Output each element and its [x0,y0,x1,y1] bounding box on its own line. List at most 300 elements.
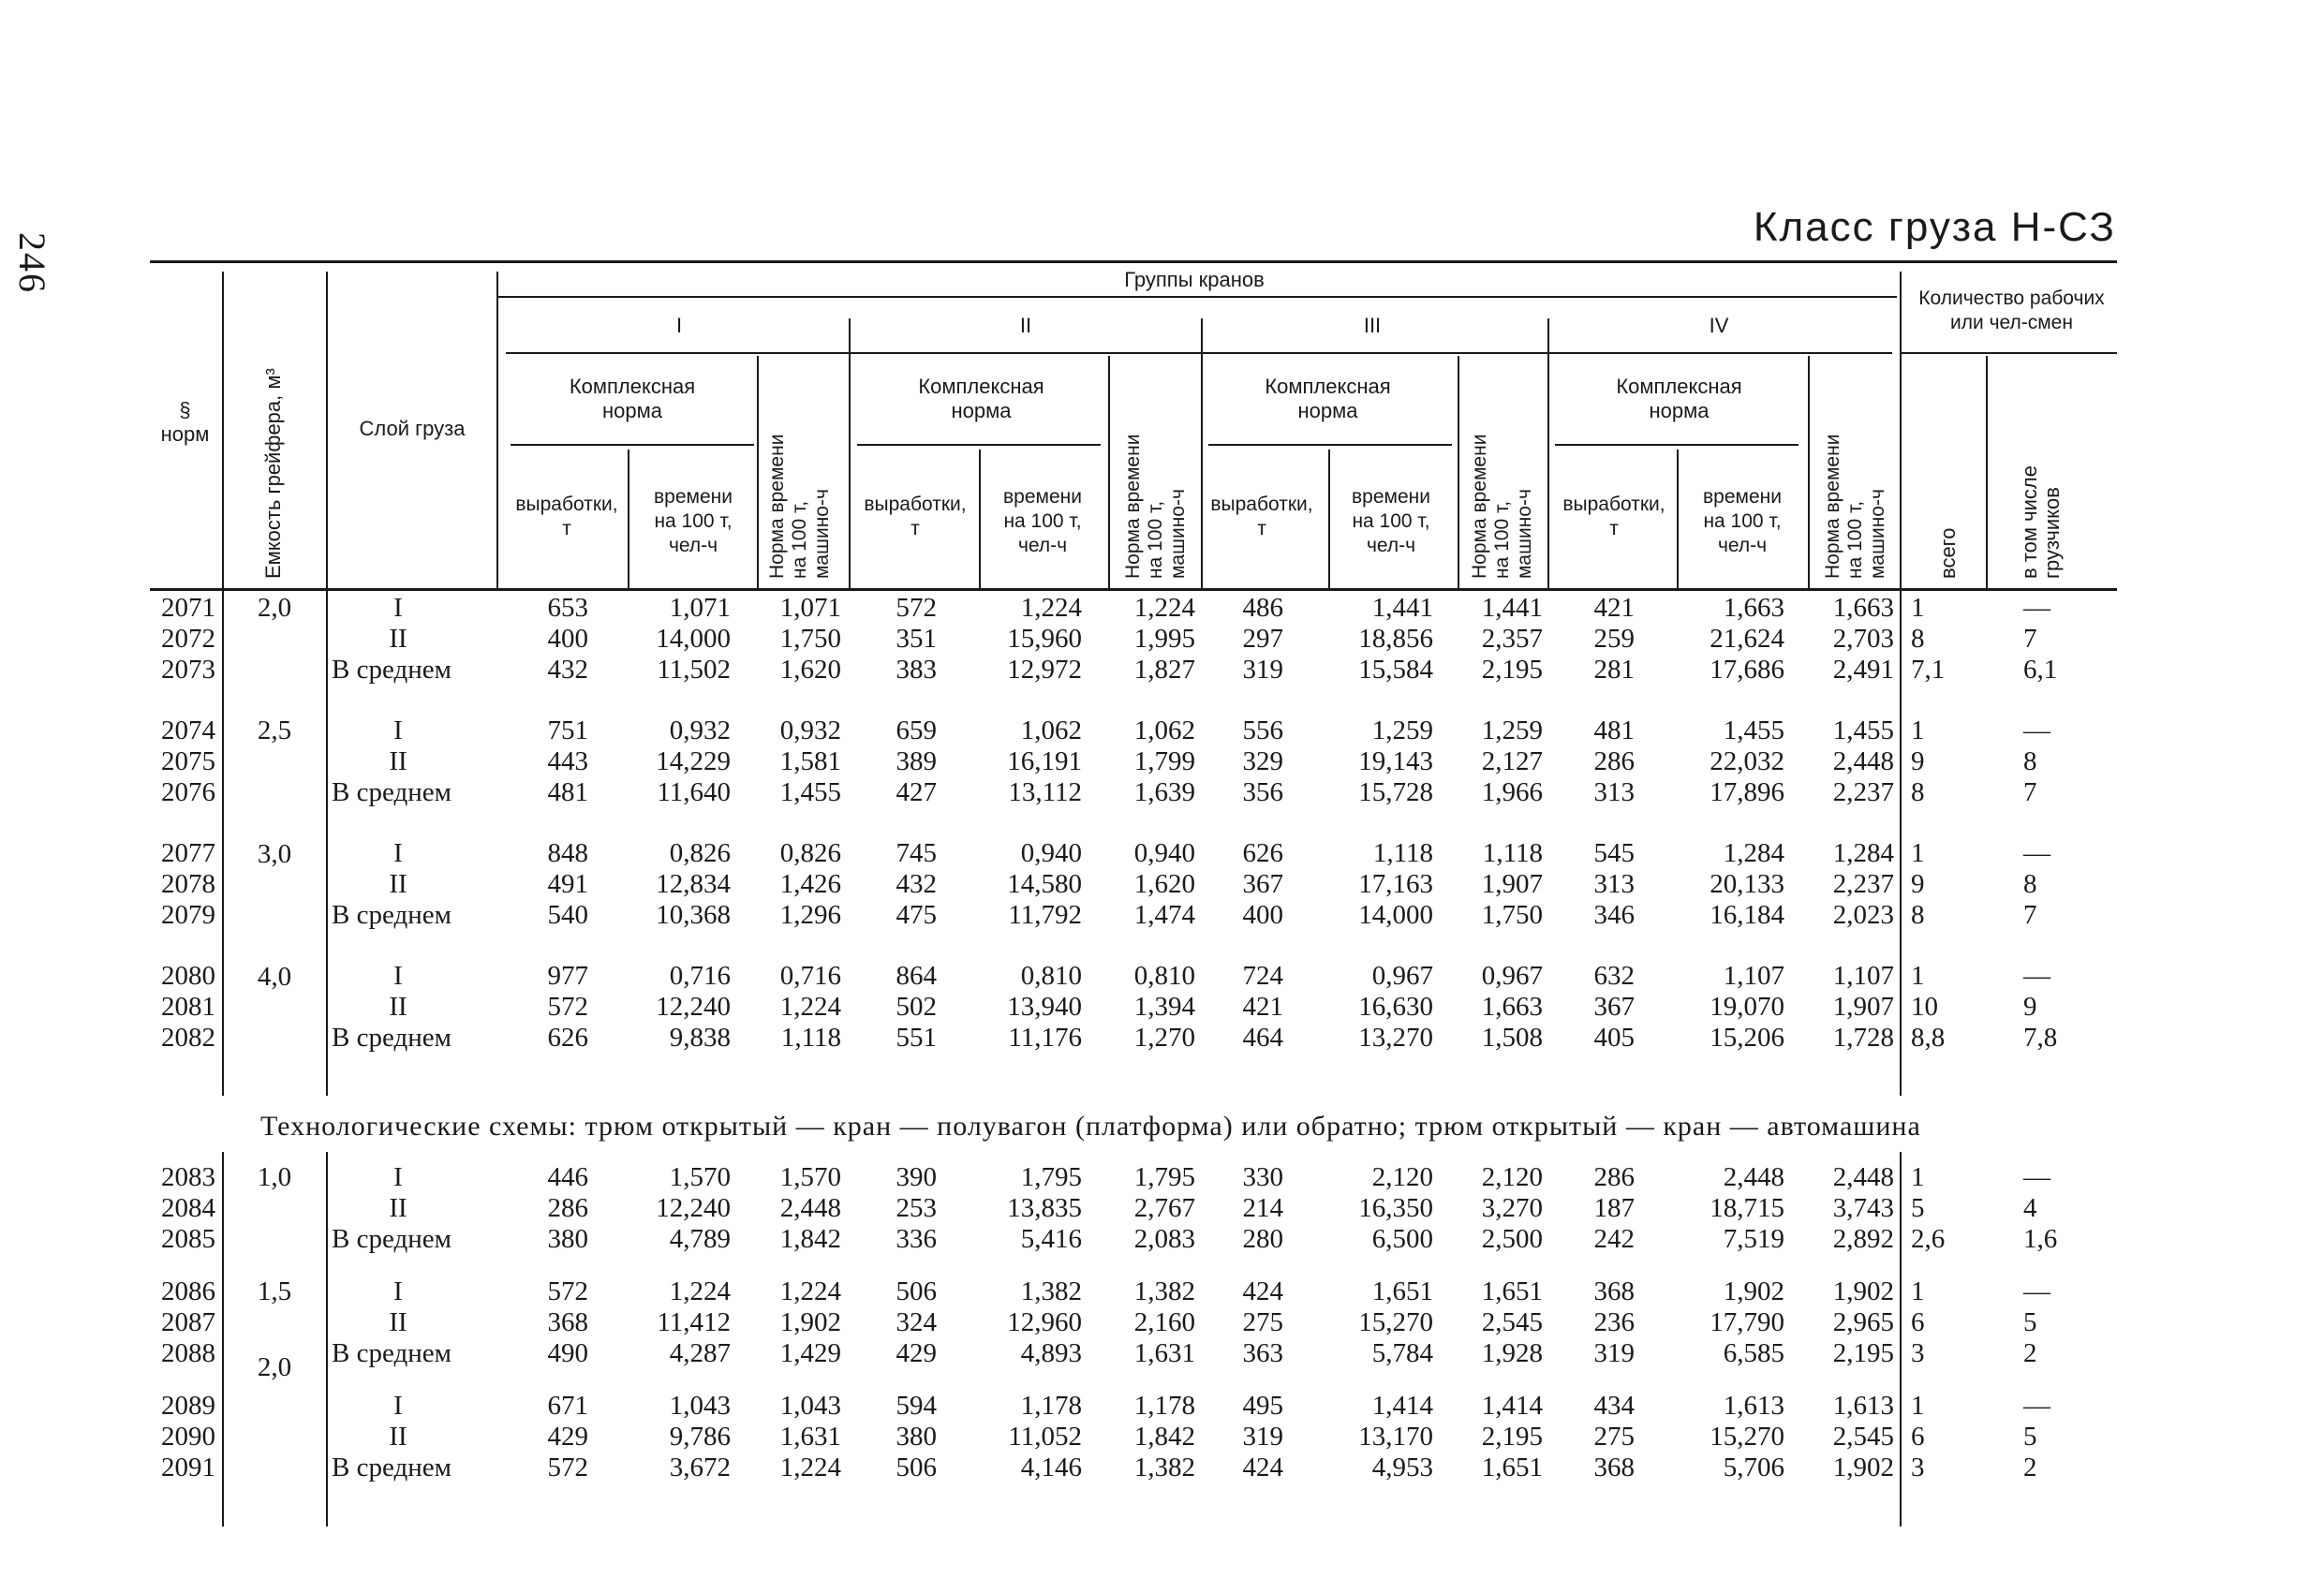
workers-total: 3 [1911,1338,1925,1368]
value-cell: 1,663 [1481,992,1543,1022]
workers-total: 6 [1911,1307,1925,1337]
norm-number: 2087 [161,1307,215,1337]
value-cell: 1,224 [669,1276,731,1306]
cargo-layer: В среднем [332,1224,451,1254]
workers-loaders: 1,6 [2023,1224,2058,1254]
value-cell: 1,651 [1481,1453,1543,1482]
value-cell: 2,357 [1481,624,1543,654]
value-cell: 16,350 [1358,1193,1433,1223]
value-cell: 2,448 [1832,1162,1894,1192]
table-row [0,715,2324,746]
workers-loaders: — [2023,1391,2050,1421]
workers-loaders: — [2023,715,2050,745]
value-cell: 0,967 [1371,961,1433,991]
cargo-layer: II [389,869,407,899]
value-cell: 429 [896,1338,937,1368]
cargo-layer: I [393,1162,403,1192]
workers-total: 1 [1911,1391,1925,1421]
value-cell: 1,224 [1133,593,1195,623]
value-cell: 424 [1242,1276,1283,1306]
col-layer-header: Слой груза [359,417,466,440]
workers-total: 1 [1911,593,1925,623]
table-row [0,776,2324,808]
value-cell: 1,827 [1133,655,1195,685]
value-cell: 1,620 [1133,869,1195,899]
workers-loaders: — [2023,593,2050,623]
value-cell: 319 [1242,1422,1283,1452]
vrule-8 [1108,356,1110,590]
norm-number: 2089 [161,1391,215,1421]
value-cell: 5,784 [1371,1338,1433,1368]
value-cell: 1,639 [1133,777,1195,807]
cargo-layer: В среднем [332,655,451,685]
value-cell: 11,502 [657,655,731,685]
value-cell: 253 [896,1193,937,1223]
value-cell: 1,907 [1832,992,1894,1022]
value-cell: 1,455 [779,777,841,807]
value-cell: 1,394 [1133,992,1195,1022]
norm-number: 2073 [161,655,215,685]
value-cell: 491 [547,869,588,899]
value-cell: 1,570 [779,1162,841,1192]
vrule-13 [1677,450,1679,590]
value-cell: 0,940 [1133,838,1195,868]
value-cell: 443 [547,746,588,776]
cargo-layer: I [393,593,403,623]
value-cell: 319 [1593,1338,1635,1368]
workers-total: 3 [1911,1453,1925,1482]
value-cell: 6,585 [1723,1338,1784,1368]
value-cell: 367 [1242,869,1283,899]
value-cell: 1,043 [779,1391,841,1421]
workers-total: 1 [1911,1162,1925,1192]
value-cell: 281 [1593,655,1635,685]
value-cell: 1,902 [1832,1276,1894,1306]
value-cell: 16,191 [1007,746,1082,776]
value-cell: 19,070 [1710,992,1784,1022]
output-header-iv: выработки, т [1562,494,1665,539]
value-cell: 0,810 [1020,961,1082,991]
table-row [0,745,2324,777]
value-cell: 1,651 [1481,1276,1543,1306]
table-row [0,1022,2324,1054]
value-cell: 0,932 [669,715,731,745]
value-cell: 17,686 [1710,655,1784,685]
value-cell: 1,259 [1481,715,1543,745]
norm-number: 2071 [161,593,215,623]
value-cell: 12,972 [1007,655,1082,685]
value-cell: 2,491 [1832,655,1894,685]
value-cell: 3,672 [669,1453,731,1482]
value-cell: 400 [1242,900,1283,930]
value-cell: 2,023 [1832,900,1894,930]
workers-total: 1 [1911,715,1925,745]
complex-norm-iv: Комплексная норма [1616,375,1742,422]
vrule-5 [757,356,759,590]
value-cell: 2,448 [1832,746,1894,776]
value-cell: 236 [1593,1307,1635,1337]
value-cell: 481 [1593,715,1635,745]
value-cell: 1,382 [1133,1453,1195,1482]
value-cell: 4,287 [669,1338,731,1368]
time-header-iii: времени на 100 т, чел-ч [1352,486,1430,556]
norm-number: 2079 [161,900,215,930]
value-cell: 18,715 [1710,1193,1784,1223]
value-cell: 286 [1593,746,1635,776]
value-cell: 10,368 [656,900,731,930]
workers-total: 7,1 [1911,655,1946,685]
workers-loaders: 7 [2023,777,2037,807]
value-cell: 1,631 [779,1422,841,1452]
value-cell: 14,000 [656,624,731,654]
cargo-layer: II [389,1422,407,1452]
value-cell: 14,580 [1007,869,1082,899]
value-cell: 280 [1242,1224,1283,1254]
table-row [0,592,2324,624]
value-cell: 1,107 [1832,961,1894,991]
value-cell: 1,429 [779,1338,841,1368]
value-cell: 2,965 [1832,1307,1894,1337]
value-cell: 751 [547,715,588,745]
value-cell: 297 [1242,624,1283,654]
value-cell: 15,960 [1007,624,1082,654]
value-cell: 9,786 [669,1422,731,1452]
value-cell: 540 [547,900,588,930]
value-cell: 977 [547,961,588,991]
value-cell: 13,112 [1008,777,1082,807]
page-number: 246 [11,232,53,294]
output-header-ii: выработки, т [864,494,967,539]
value-cell: 626 [1242,838,1283,868]
output-header-iii: выработки, т [1210,494,1313,539]
cargo-layer: I [393,961,403,991]
value-cell: 432 [896,869,937,899]
workers-total: 8 [1911,624,1925,654]
value-cell: 464 [1242,1023,1283,1053]
value-cell: 351 [896,624,937,654]
value-cell: 324 [896,1307,937,1337]
norm-number: 2090 [161,1422,215,1452]
table-row [0,1337,2324,1369]
value-cell: 368 [547,1307,588,1337]
value-cell: 400 [547,624,588,654]
workers-header: Количество рабочих или чел-смен [1918,288,2105,333]
value-cell: 659 [896,715,937,745]
value-cell: 2,120 [1371,1162,1433,1192]
complex-norm-iii: Комплексная норма [1265,375,1391,422]
header-bottom-rule [150,588,2117,591]
value-cell: 0,940 [1020,838,1082,868]
col-grab-header: Емкость грейфера, м³ [261,368,285,579]
workers-loaders: 5 [2023,1307,2037,1337]
group-i-header: I [675,314,683,337]
value-cell: 2,545 [1481,1307,1543,1337]
value-cell: 0,826 [779,838,841,868]
value-cell: 864 [896,961,937,991]
workers-total: 8,8 [1911,1023,1946,1053]
value-cell: 380 [896,1422,937,1452]
value-cell: 1,224 [1020,593,1082,623]
value-cell: 1,224 [779,1276,841,1306]
table-row [0,623,2324,655]
table-row [0,868,2324,900]
complex-norm-ii: Комплексная норма [918,375,1044,422]
value-cell: 405 [1593,1023,1635,1053]
value-cell: 2,127 [1481,746,1543,776]
value-cell: 20,133 [1710,869,1784,899]
value-cell: 1,284 [1832,838,1894,868]
value-cell: 475 [896,900,937,930]
value-cell: 1,631 [1133,1338,1195,1368]
rule-workers [1902,352,2117,354]
cargo-layer: II [389,1193,407,1223]
value-cell: 724 [1242,961,1283,991]
value-cell: 16,184 [1710,900,1784,930]
value-cell: 1,441 [1371,593,1433,623]
grab-capacity: 1,0 [257,1162,292,1192]
norm-number: 2076 [161,777,215,807]
value-cell: 1,118 [780,1023,841,1053]
workers-total: 6 [1911,1422,1925,1452]
value-cell: 1,118 [1372,838,1433,868]
col-norm-header: § норм [160,398,210,446]
value-cell: 1,750 [779,624,841,654]
value-cell: 1,907 [1481,869,1543,899]
value-cell: 13,170 [1358,1422,1433,1452]
value-cell: 2,545 [1832,1422,1894,1452]
value-cell: 2,083 [1133,1224,1195,1254]
value-cell: 0,967 [1481,961,1543,991]
value-cell: 1,224 [779,1453,841,1482]
value-cell: 389 [896,746,937,776]
value-cell: 12,960 [1007,1307,1082,1337]
workers-loaders: — [2023,961,2050,991]
value-cell: 1,651 [1371,1276,1433,1306]
value-cell: 1,728 [1832,1023,1894,1053]
norm-number: 2080 [161,961,215,991]
value-cell: 506 [896,1276,937,1306]
rule-group-numbers [506,352,1892,354]
value-cell: 1,224 [779,992,841,1022]
grab-capacity: 3,0 [257,839,292,869]
value-cell: 1,581 [779,746,841,776]
workers-loaders: 7 [2023,900,2037,930]
workers-total: 8 [1911,777,1925,807]
value-cell: 490 [547,1338,588,1368]
norm-number: 2091 [161,1453,215,1482]
table-row [0,960,2324,992]
value-cell: 1,474 [1133,900,1195,930]
cargo-layer: I [393,1276,403,1306]
workers-loaders: — [2023,838,2050,868]
norm-number: 2077 [161,838,215,868]
value-cell: 2,767 [1133,1193,1195,1223]
table-row [0,991,2324,1023]
workers-total: 1 [1911,838,1925,868]
value-cell: 11,176 [1008,1023,1082,1053]
value-cell: 15,728 [1358,777,1433,807]
value-cell: 2,892 [1832,1224,1894,1254]
cargo-layer: В среднем [332,1338,451,1368]
value-cell: 15,270 [1358,1307,1433,1337]
table-row [0,1452,2324,1483]
workers-total: 5 [1911,1193,1925,1223]
rule-groups [496,296,1897,298]
value-cell: 1,613 [1723,1391,1784,1421]
norm-number: 2075 [161,746,215,776]
value-cell: 1,613 [1832,1391,1894,1421]
value-cell: 1,414 [1371,1391,1433,1421]
value-cell: 368 [1593,1276,1635,1306]
value-cell: 1,441 [1481,593,1543,623]
norm-number: 2082 [161,1023,215,1053]
value-cell: 3,743 [1832,1193,1894,1223]
value-cell: 6,500 [1371,1224,1433,1254]
value-cell: 4,893 [1020,1338,1082,1368]
cargo-layer: I [393,838,403,868]
workers-loaders: 4 [2023,1193,2037,1223]
cargo-layer: В среднем [332,1023,451,1053]
value-cell: 421 [1593,593,1635,623]
value-cell: 15,206 [1710,1023,1784,1053]
group-ii-header: II [1019,314,1032,337]
grab-capacity: 2,0 [257,1352,292,1382]
value-cell: 1,663 [1832,593,1894,623]
value-cell: 481 [547,777,588,807]
value-cell: 19,143 [1358,746,1433,776]
machine-time-header-i: Норма времени на 100 т, машино-ч [766,434,833,579]
value-cell: 2,448 [1723,1162,1784,1192]
value-cell: 367 [1593,992,1635,1022]
value-cell: 1,455 [1832,715,1894,745]
value-cell: 632 [1593,961,1635,991]
table-row [0,654,2324,686]
vrule-4 [628,450,629,590]
value-cell: 11,640 [657,777,731,807]
value-cell: 12,240 [656,1193,731,1223]
value-cell: 2,195 [1832,1338,1894,1368]
norm-number: 2086 [161,1276,215,1306]
value-cell: 383 [896,655,937,685]
value-cell: 0,826 [669,838,731,868]
norm-number: 2085 [161,1224,215,1254]
value-cell: 368 [1593,1453,1635,1482]
value-cell: 9,838 [669,1023,731,1053]
workers-total: 10 [1911,992,1938,1022]
workers-loaders: 8 [2023,746,2037,776]
value-cell: 1,062 [1020,715,1082,745]
value-cell: 356 [1242,777,1283,807]
workers-loaders: 2 [2023,1453,2037,1482]
value-cell: 1,107 [1723,961,1784,991]
value-cell: 427 [896,777,937,807]
norm-number: 2088 [161,1338,215,1368]
value-cell: 2,500 [1481,1224,1543,1254]
norm-number: 2072 [161,624,215,654]
value-cell: 329 [1242,746,1283,776]
value-cell: 17,163 [1358,869,1433,899]
value-cell: 275 [1242,1307,1283,1337]
value-cell: 336 [896,1224,937,1254]
total-header: всего [1936,527,1960,579]
rule-complex-iii [1208,444,1452,446]
value-cell: 421 [1242,992,1283,1022]
value-cell: 1,043 [669,1391,731,1421]
value-cell: 0,716 [779,961,841,991]
value-cell: 12,834 [656,869,731,899]
value-cell: 21,624 [1710,624,1784,654]
value-cell: 1,966 [1481,777,1543,807]
workers-loaders: — [2023,1276,2050,1306]
value-cell: 545 [1593,838,1635,868]
value-cell: 11,052 [1008,1422,1082,1452]
value-cell: 745 [896,838,937,868]
value-cell: 506 [896,1453,937,1482]
value-cell: 572 [547,1276,588,1306]
value-cell: 1,570 [669,1162,731,1192]
time-header-iv: времени на 100 т, чел-ч [1703,486,1782,556]
grab-capacity: 1,5 [257,1276,292,1306]
value-cell: 330 [1242,1162,1283,1192]
rule-complex-ii [857,444,1101,446]
workers-loaders: 9 [2023,992,2037,1022]
value-cell: 346 [1593,900,1635,930]
value-cell: 286 [547,1193,588,1223]
value-cell: 1,663 [1723,593,1784,623]
value-cell: 424 [1242,1453,1283,1482]
cargo-layer: В среднем [332,1453,451,1482]
grab-capacity: 2,5 [257,715,292,745]
workers-loaders: — [2023,1162,2050,1192]
value-cell: 1,382 [1133,1276,1195,1306]
machine-time-header-ii: Норма времени на 100 т, машино-ч [1122,434,1189,579]
vrule-7 [979,450,981,590]
value-cell: 1,995 [1133,624,1195,654]
value-cell: 486 [1242,593,1283,623]
value-cell: 1,928 [1481,1338,1543,1368]
value-cell: 1,382 [1020,1276,1082,1306]
value-cell: 242 [1593,1224,1635,1254]
crane-groups-header: Группы кранов [1124,268,1265,291]
value-cell: 848 [547,838,588,868]
cargo-layer: II [389,624,407,654]
cargo-layer: II [389,992,407,1022]
value-cell: 14,000 [1358,900,1433,930]
cargo-layer: I [393,715,403,745]
norm-number: 2084 [161,1193,215,1223]
value-cell: 319 [1242,655,1283,685]
value-cell: 363 [1242,1338,1283,1368]
norm-number: 2078 [161,869,215,899]
value-cell: 1,071 [669,593,731,623]
value-cell: 432 [547,655,588,685]
value-cell: 1,799 [1133,746,1195,776]
value-cell: 275 [1593,1422,1635,1452]
vrule-9 [1201,318,1203,590]
value-cell: 1,062 [1133,715,1195,745]
value-cell: 1,842 [1133,1422,1195,1452]
cargo-layer: В среднем [332,777,451,807]
workers-total: 1 [1911,961,1925,991]
value-cell: 434 [1593,1391,1635,1421]
cargo-layer: В среднем [332,900,451,930]
workers-loaders: 7 [2023,624,2037,654]
value-cell: 313 [1593,777,1635,807]
workers-loaders: 2 [2023,1338,2037,1368]
value-cell: 1,795 [1020,1162,1082,1192]
value-cell: 502 [896,992,937,1022]
value-cell: 2,195 [1481,1422,1543,1452]
